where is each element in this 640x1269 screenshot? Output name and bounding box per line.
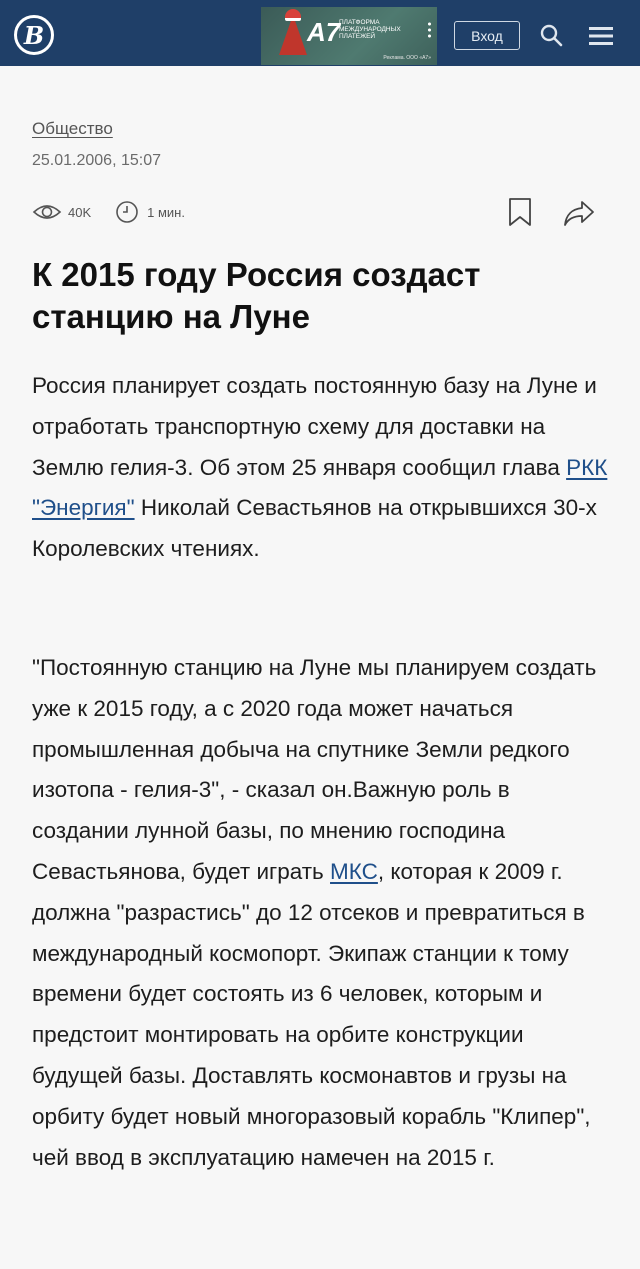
iss-link[interactable]: МКС: [330, 858, 378, 884]
logo-letter: В: [23, 20, 45, 50]
energia-link[interactable]: РКК "Энергия": [32, 454, 608, 521]
category-link[interactable]: Общество: [32, 119, 113, 138]
body-text-start: "Постоянную станцию на Луне мы планируем создать уже к 2015 году, а с 2020 года может начаться промышленная добыча на спутнике Земли редкого изотопа - гелия-3", - сказал он.Важную роль в создании лунной базы, по мнению господина Севастьянова, будет играть: [32, 655, 597, 884]
body-text-end: , которая к 2009 г. должна "разрастись" до 12 отсеков и превратиться в международный космопорт. Экипаж станции к тому времени будет состоять из 6 человек, которым и предстоит монтировать на орбите конструкции будущей базы. Доставлять космонавтов и грузы на орбиту будет новый многоразовый корабль "Клипер", чей ввод в эксплуатацию намечен на 2015 г.: [32, 858, 591, 1170]
article-title: К 2015 году Россия создаст станцию на Луне: [32, 256, 481, 335]
article-lead: [32, 366, 608, 570]
ad-disclaimer: Реклама. ООО «А7»: [383, 55, 431, 61]
ad-brand-mark: A7: [307, 17, 341, 47]
bookmark-icon[interactable]: [507, 196, 533, 228]
publish-date: 25.01.2006, 15:07: [32, 152, 162, 169]
advertisement-banner[interactable]: [261, 7, 437, 65]
top-navigation-bar: [0, 0, 640, 66]
article-meta: [32, 200, 185, 224]
menu-icon[interactable]: [588, 25, 614, 47]
santa-hat-icon: [285, 9, 301, 21]
eye-icon: [32, 201, 62, 223]
article-body: [32, 648, 608, 1178]
ad-headline: ПЛАТФОРМА МЕЖДУНАРОДНЫХ ПЛАТЕЖЕЙ: [339, 19, 401, 40]
site-logo[interactable]: [14, 15, 54, 55]
ad-options-icon[interactable]: [428, 21, 431, 39]
read-time: 1 мин.: [147, 204, 185, 220]
clock-icon: [115, 200, 139, 224]
views-count: 40K: [68, 204, 92, 220]
lead-text-end: Николай Севастьянов на открывшихся 30-х Королевских чтениях.: [32, 495, 597, 562]
login-button[interactable]: Вход: [454, 21, 520, 50]
lead-text-start: Россия планирует создать постоянную базу на Луне и отработать транспортную схему для доставки на Землю гелия-3. Об этом 25 января сообщил глава: [32, 373, 597, 480]
share-icon[interactable]: [562, 198, 596, 228]
christmas-tree-icon: [279, 15, 307, 55]
search-icon[interactable]: [539, 23, 563, 47]
